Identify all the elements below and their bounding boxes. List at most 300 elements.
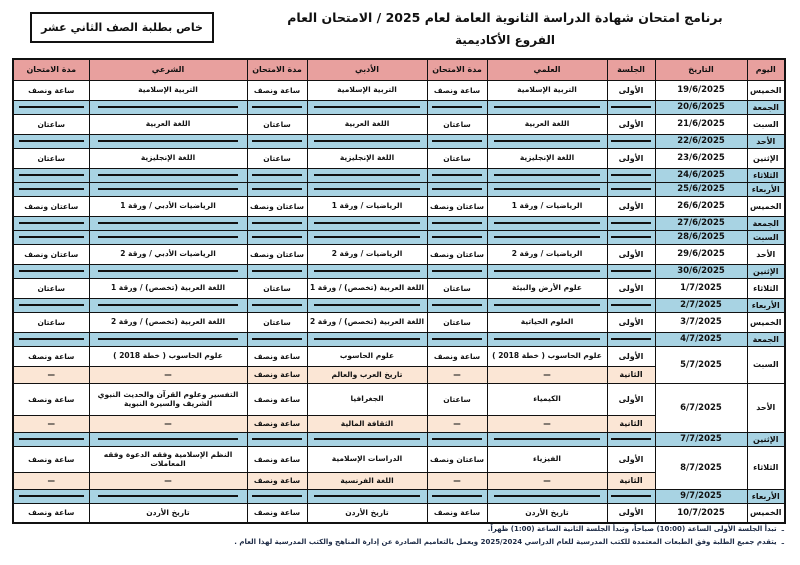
session-cell: الأولى [607, 148, 655, 168]
dash-line [494, 304, 600, 306]
dash-line [314, 140, 420, 142]
shari-subject-cell: — [89, 472, 247, 489]
dash-line [19, 236, 84, 238]
scientific-duration-cell [427, 182, 487, 196]
shari-subject-cell: التفسير وعلوم القرآن والحديث النبوي الشريف والسيرة النبوية [89, 383, 247, 415]
scientific-duration-cell: ساعتان [427, 383, 487, 415]
day-cell: الخميس [747, 80, 785, 100]
date-cell: 23/6/2025 [655, 148, 747, 168]
dash-line [432, 106, 483, 108]
scientific-subject-cell: الرياضيات / ورقة 2 [487, 244, 607, 264]
dash-line [314, 304, 420, 306]
dash-line [98, 236, 239, 238]
table-row-off-day [13, 432, 785, 446]
date-cell: 7/7/2025 [655, 432, 747, 446]
dash-line [98, 338, 239, 340]
day-cell: السبت [747, 230, 785, 244]
literary-subject-cell: التربية الإسلامية [307, 80, 427, 100]
table-row [13, 244, 785, 264]
dash-line [432, 236, 483, 238]
shari-duration-cell: — [13, 472, 89, 489]
literary-subject-cell: الجغرافيا [307, 383, 427, 415]
col-header-duration-1: مدة الامتحان [427, 59, 487, 80]
scientific-subject-cell: — [487, 366, 607, 383]
dash-line [252, 438, 303, 440]
dash-line [432, 495, 483, 497]
shari-subject-cell [89, 216, 247, 230]
shari-subject-cell: — [89, 366, 247, 383]
literary-subject-cell: اللغة العربية (تخصص) / ورقة 1 [307, 278, 427, 298]
footnote-text: تبدأ الجلسة الأولى الساعة (10:00) صباحاً، وتبدأ الجلسة الثانية الساعة (1:00) ظهراً. [487, 525, 777, 533]
dash-line [432, 338, 483, 340]
date-cell: 21/6/2025 [655, 114, 747, 134]
dash-line [98, 495, 239, 497]
dash-line [314, 270, 420, 272]
literary-subject-cell [307, 168, 427, 182]
literary-subject-cell: الدراسات الإسلامية [307, 446, 427, 472]
dash-line [98, 106, 239, 108]
shari-duration-cell: ساعة ونصف [13, 503, 89, 523]
literary-subject-cell [307, 100, 427, 114]
literary-duration-cell: ساعتان [247, 278, 307, 298]
date-cell: 24/6/2025 [655, 168, 747, 182]
scientific-subject-cell: التربية الإسلامية [487, 80, 607, 100]
footnote-line [14, 536, 784, 549]
literary-subject-cell: اللغة الفرنسية [307, 472, 427, 489]
day-cell: الأربعاء [747, 489, 785, 503]
literary-duration-cell: ساعتان [247, 148, 307, 168]
shari-duration-cell: ساعتان [13, 278, 89, 298]
session-cell: الأولى [607, 244, 655, 264]
scientific-duration-cell: ساعتان [427, 114, 487, 134]
scientific-duration-cell: ساعتان [427, 312, 487, 332]
scientific-duration-cell: ساعتان ونصف [427, 446, 487, 472]
page-header [225, 10, 785, 47]
dash-line [611, 140, 651, 142]
table-row [13, 383, 785, 415]
dash-line [314, 174, 420, 176]
dash-bullet-icon: ـ [781, 538, 784, 546]
shari-duration-cell [13, 168, 89, 182]
literary-subject-cell: اللغة العربية (تخصص) / ورقة 2 [307, 312, 427, 332]
table-row-off-day [13, 230, 785, 244]
scientific-subject-cell: العلوم الحياتية [487, 312, 607, 332]
dash-line [98, 174, 239, 176]
date-cell: 2/7/2025 [655, 298, 747, 312]
table-row-off-day [13, 489, 785, 503]
literary-subject-cell [307, 134, 427, 148]
session-cell: الثانية [607, 415, 655, 432]
day-cell: الأحد [747, 383, 785, 432]
shari-subject-cell: اللغة العربية (تخصص) / ورقة 2 [89, 312, 247, 332]
table-row-off-day [13, 168, 785, 182]
date-cell: 26/6/2025 [655, 196, 747, 216]
dash-line [98, 438, 239, 440]
day-cell: السبت [747, 346, 785, 383]
scientific-subject-cell [487, 298, 607, 312]
day-cell: الثلاثاء [747, 446, 785, 489]
session-cell: الأولى [607, 503, 655, 523]
scientific-subject-cell [487, 264, 607, 278]
scientific-subject-cell: اللغة العربية [487, 114, 607, 134]
table-row [13, 278, 785, 298]
scientific-duration-cell: ساعة ونصف [427, 80, 487, 100]
shari-duration-cell: — [13, 366, 89, 383]
shari-duration-cell [13, 182, 89, 196]
session-cell [607, 489, 655, 503]
date-cell: 28/6/2025 [655, 230, 747, 244]
table-row [13, 80, 785, 100]
day-cell: الأربعاء [747, 298, 785, 312]
dash-line [494, 174, 600, 176]
dash-line [432, 438, 483, 440]
dash-line [98, 140, 239, 142]
footnotes [14, 523, 784, 549]
dash-line [494, 106, 600, 108]
literary-duration-cell: ساعة ونصف [247, 446, 307, 472]
scientific-duration-cell: — [427, 472, 487, 489]
exam-schedule-table [12, 58, 786, 524]
dash-line [314, 495, 420, 497]
dash-line [611, 174, 651, 176]
day-cell: السبت [747, 114, 785, 134]
table-row-off-day [13, 134, 785, 148]
dash-line [19, 304, 84, 306]
table-row [13, 446, 785, 472]
dash-line [19, 495, 84, 497]
date-cell: 3/7/2025 [655, 312, 747, 332]
literary-duration-cell: ساعتان ونصف [247, 196, 307, 216]
dash-line [314, 438, 420, 440]
shari-subject-cell [89, 489, 247, 503]
scientific-subject-cell [487, 216, 607, 230]
shari-duration-cell [13, 298, 89, 312]
col-header-shari: الشرعي [89, 59, 247, 80]
scientific-duration-cell [427, 216, 487, 230]
footnote-line [14, 523, 784, 536]
day-cell: الأحد [747, 134, 785, 148]
page-title: برنامج امتحان شهادة الدراسة الثانوية العامة لعام 2025 / الامتحان العام [287, 10, 723, 25]
literary-subject-cell [307, 432, 427, 446]
shari-subject-cell: علوم الحاسوب ( خطة 2018 ) [89, 346, 247, 366]
shari-subject-cell [89, 182, 247, 196]
session-cell: الأولى [607, 312, 655, 332]
dash-line [314, 106, 420, 108]
scientific-subject-cell [487, 230, 607, 244]
dash-line [611, 188, 651, 190]
shari-subject-cell: الرياضيات الأدبي / ورقة 1 [89, 196, 247, 216]
day-cell: الثلاثاء [747, 168, 785, 182]
table-row-off-day [13, 264, 785, 278]
scientific-subject-cell [487, 182, 607, 196]
scientific-subject-cell: اللغة الإنجليزية [487, 148, 607, 168]
literary-duration-cell [247, 100, 307, 114]
date-cell: 20/6/2025 [655, 100, 747, 114]
dash-line [252, 270, 303, 272]
table-row-off-day [13, 298, 785, 312]
table-row-off-day [13, 332, 785, 346]
dash-line [98, 270, 239, 272]
scientific-duration-cell [427, 168, 487, 182]
dash-line [252, 495, 303, 497]
scientific-subject-cell: — [487, 415, 607, 432]
shari-subject-cell [89, 432, 247, 446]
shari-duration-cell: ساعتان [13, 114, 89, 134]
day-cell: الخميس [747, 196, 785, 216]
dash-line [611, 270, 651, 272]
scientific-subject-cell [487, 100, 607, 114]
day-cell: الإثنين [747, 148, 785, 168]
shari-subject-cell [89, 230, 247, 244]
dash-line [252, 338, 303, 340]
literary-duration-cell: ساعتان ونصف [247, 244, 307, 264]
date-cell: 4/7/2025 [655, 332, 747, 346]
dash-line [252, 304, 303, 306]
dash-line [611, 222, 651, 224]
day-cell: الأحد [747, 244, 785, 264]
day-cell: الإثنين [747, 264, 785, 278]
dash-line [494, 270, 600, 272]
dash-line [252, 140, 303, 142]
scientific-duration-cell: — [427, 415, 487, 432]
literary-duration-cell: ساعتان [247, 114, 307, 134]
dash-line [252, 236, 303, 238]
date-cell: 6/7/2025 [655, 383, 747, 432]
dash-line [314, 338, 420, 340]
footnote-text: يتقدم جميع الطلبة وفق الطبعات المعتمدة للكتب المدرسية للعام الدراسي 2025/2024 ويعمل بالتعاميم الصادرة عن إدارة المناهج والكتب المدرسية لهذا العام . [234, 538, 777, 546]
dash-line [19, 222, 84, 224]
shari-subject-cell [89, 168, 247, 182]
scientific-subject-cell: الكيمياء [487, 383, 607, 415]
col-header-scientific: العلمي [487, 59, 607, 80]
scientific-duration-cell [427, 298, 487, 312]
literary-duration-cell [247, 168, 307, 182]
scientific-subject-cell [487, 489, 607, 503]
scientific-duration-cell [427, 332, 487, 346]
page-subtitle: الفروع الأكاديمية [455, 33, 555, 47]
shari-subject-cell: اللغة الإنجليزية [89, 148, 247, 168]
dash-line [98, 304, 239, 306]
dash-line [19, 106, 84, 108]
dash-line [432, 188, 483, 190]
dash-line [494, 140, 600, 142]
shari-duration-cell [13, 134, 89, 148]
date-cell: 9/7/2025 [655, 489, 747, 503]
literary-duration-cell [247, 216, 307, 230]
shari-subject-cell: اللغة العربية (تخصص) / ورقة 1 [89, 278, 247, 298]
session-cell: الأولى [607, 80, 655, 100]
dash-line [494, 188, 600, 190]
col-header-date: التاريخ [655, 59, 747, 80]
header-row [13, 59, 785, 80]
session-cell [607, 168, 655, 182]
dash-line [314, 222, 420, 224]
scientific-subject-cell [487, 432, 607, 446]
session-cell [607, 182, 655, 196]
scientific-duration-cell [427, 432, 487, 446]
scientific-subject-cell: علوم الحاسوب ( خطة 2018 ) [487, 346, 607, 366]
dash-line [252, 174, 303, 176]
literary-subject-cell [307, 264, 427, 278]
literary-duration-cell: ساعة ونصف [247, 415, 307, 432]
shari-duration-cell [13, 489, 89, 503]
shari-subject-cell [89, 100, 247, 114]
dash-line [494, 438, 600, 440]
scientific-duration-cell: ساعتان ونصف [427, 244, 487, 264]
col-header-literary: الأدبي [307, 59, 427, 80]
dash-line [432, 304, 483, 306]
day-cell: الخميس [747, 503, 785, 523]
date-cell: 22/6/2025 [655, 134, 747, 148]
table-row [13, 148, 785, 168]
shari-duration-cell: ساعتان [13, 312, 89, 332]
session-cell [607, 100, 655, 114]
scientific-duration-cell: ساعتان ونصف [427, 196, 487, 216]
session-cell [607, 298, 655, 312]
shari-duration-cell [13, 264, 89, 278]
shari-duration-cell [13, 332, 89, 346]
dash-line [494, 236, 600, 238]
shari-duration-cell: ساعة ونصف [13, 383, 89, 415]
literary-subject-cell: الثقافة المالية [307, 415, 427, 432]
session-cell: الأولى [607, 196, 655, 216]
date-cell: 29/6/2025 [655, 244, 747, 264]
literary-subject-cell [307, 230, 427, 244]
session-cell [607, 432, 655, 446]
shari-subject-cell: الرياضيات الأدبي / ورقة 2 [89, 244, 247, 264]
session-cell: الأولى [607, 114, 655, 134]
shari-duration-cell: ساعتان ونصف [13, 244, 89, 264]
scientific-subject-cell: الفيزياء [487, 446, 607, 472]
shari-duration-cell: ساعة ونصف [13, 346, 89, 366]
session-cell [607, 134, 655, 148]
scientific-duration-cell [427, 134, 487, 148]
dash-line [432, 270, 483, 272]
date-cell: 19/6/2025 [655, 80, 747, 100]
scientific-duration-cell: ساعتان [427, 278, 487, 298]
session-cell: الثانية [607, 472, 655, 489]
session-cell: الثانية [607, 366, 655, 383]
literary-duration-cell [247, 332, 307, 346]
literary-duration-cell [247, 432, 307, 446]
literary-duration-cell: ساعتان [247, 312, 307, 332]
literary-duration-cell [247, 489, 307, 503]
session-cell [607, 216, 655, 230]
dash-line [611, 106, 651, 108]
col-header-day: اليوم [747, 59, 785, 80]
literary-subject-cell: اللغة العربية [307, 114, 427, 134]
table-row [13, 114, 785, 134]
dash-line [252, 222, 303, 224]
dash-line [611, 338, 651, 340]
date-cell: 5/7/2025 [655, 346, 747, 383]
literary-subject-cell: الرياضيات / ورقة 2 [307, 244, 427, 264]
shari-duration-cell: ساعتان [13, 148, 89, 168]
shari-duration-cell: ساعة ونصف [13, 446, 89, 472]
literary-subject-cell: الرياضيات / ورقة 1 [307, 196, 427, 216]
day-cell: الثلاثاء [747, 278, 785, 298]
session-cell [607, 264, 655, 278]
dash-line [19, 188, 84, 190]
literary-subject-cell [307, 298, 427, 312]
date-cell: 10/7/2025 [655, 503, 747, 523]
dash-line [98, 222, 239, 224]
literary-duration-cell: ساعة ونصف [247, 503, 307, 523]
day-cell: الجمعة [747, 100, 785, 114]
shari-subject-cell [89, 332, 247, 346]
shari-subject-cell [89, 134, 247, 148]
shari-duration-cell [13, 432, 89, 446]
dash-line [19, 140, 84, 142]
dash-line [19, 174, 84, 176]
dash-line [252, 188, 303, 190]
grade-note-box [30, 12, 214, 43]
shari-duration-cell: ساعتان ونصف [13, 196, 89, 216]
shari-subject-cell [89, 298, 247, 312]
literary-subject-cell: علوم الحاسوب [307, 346, 427, 366]
scientific-subject-cell [487, 332, 607, 346]
dash-line [314, 188, 420, 190]
literary-duration-cell: ساعة ونصف [247, 346, 307, 366]
shari-duration-cell [13, 216, 89, 230]
table-row [13, 312, 785, 332]
shari-duration-cell: ساعة ونصف [13, 80, 89, 100]
shari-duration-cell: — [13, 415, 89, 432]
literary-subject-cell: اللغة الإنجليزية [307, 148, 427, 168]
literary-subject-cell [307, 182, 427, 196]
table-row-off-day [13, 216, 785, 230]
scientific-duration-cell [427, 489, 487, 503]
shari-duration-cell [13, 100, 89, 114]
scientific-duration-cell: ساعتان [427, 148, 487, 168]
dash-bullet-icon: ـ [781, 525, 784, 533]
literary-duration-cell [247, 264, 307, 278]
col-header-session: الجلسة [607, 59, 655, 80]
table-row [13, 346, 785, 366]
dash-line [19, 438, 84, 440]
shari-subject-cell: النظم الإسلامية وفقه الدعوة وفقه المعاملات [89, 446, 247, 472]
session-cell [607, 332, 655, 346]
dash-line [19, 270, 84, 272]
table-row-off-day [13, 182, 785, 196]
dash-line [19, 338, 84, 340]
date-cell: 1/7/2025 [655, 278, 747, 298]
grade-note-text: خاص بطلبة الصف الثاني عشر [41, 21, 203, 34]
dash-line [611, 438, 651, 440]
dash-line [494, 495, 600, 497]
dash-line [611, 236, 651, 238]
scientific-subject-cell [487, 134, 607, 148]
dash-line [432, 140, 483, 142]
shari-subject-cell: اللغة العربية [89, 114, 247, 134]
literary-duration-cell: ساعة ونصف [247, 366, 307, 383]
date-cell: 27/6/2025 [655, 216, 747, 230]
dash-line [494, 222, 600, 224]
literary-duration-cell: ساعة ونصف [247, 383, 307, 415]
day-cell: الخميس [747, 312, 785, 332]
session-cell: الأولى [607, 383, 655, 415]
dash-line [611, 495, 651, 497]
shari-duration-cell [13, 230, 89, 244]
literary-duration-cell: ساعة ونصف [247, 80, 307, 100]
literary-duration-cell [247, 182, 307, 196]
dash-line [494, 338, 600, 340]
col-header-duration-2: مدة الامتحان [247, 59, 307, 80]
shari-subject-cell [89, 264, 247, 278]
scientific-subject-cell: الرياضيات / ورقة 1 [487, 196, 607, 216]
literary-duration-cell [247, 298, 307, 312]
session-cell: الأولى [607, 446, 655, 472]
